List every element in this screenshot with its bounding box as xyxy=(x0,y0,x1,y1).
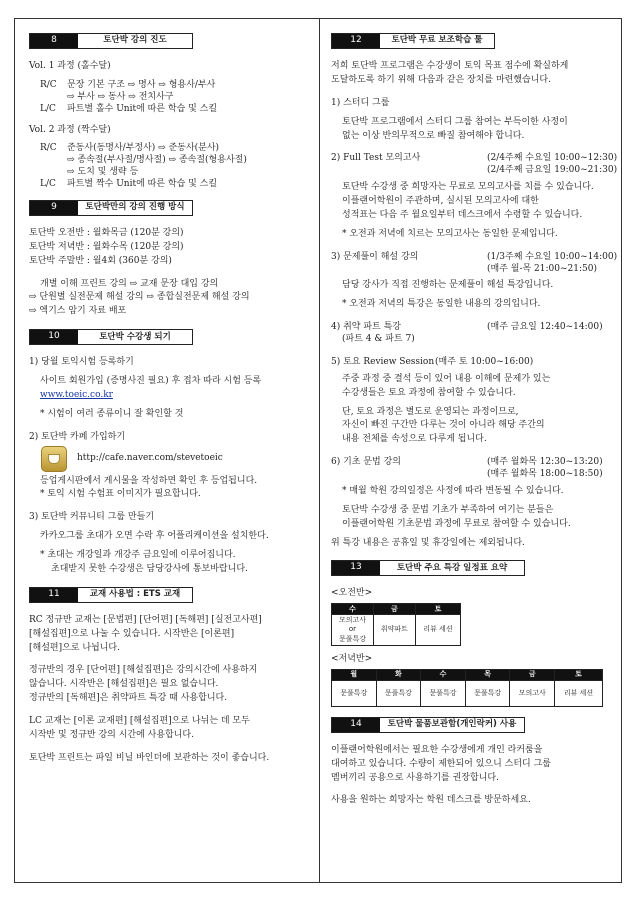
textbook-line: 시작반 및 정규반 강의 시간에 사용합니다. xyxy=(29,729,194,740)
morning-label: <오전반> xyxy=(331,588,373,599)
curriculum-line: 파트별 홀수 Unit에 따른 학습 및 스킬 xyxy=(67,103,218,114)
section-title: 토단박 무료 보조학습 툴 xyxy=(391,35,483,46)
tool-text: 단, 토요 과정은 별도로 운영되는 과정이므로, xyxy=(342,406,519,417)
step-note: 초대받지 못한 수강생은 담당강사에 통보바랍니다. xyxy=(51,563,248,574)
method-line: ⇨ 엑기스 암기 자료 배포 xyxy=(29,306,127,317)
tool-note: * 오전과 저녁에 치르는 모의고사는 동일한 문제입니다. xyxy=(342,228,558,239)
tool-time: (2/4주째 금요일 19:00~21:30) xyxy=(487,165,618,176)
schedule-cell: 문풀특강 xyxy=(421,680,466,706)
curriculum-line: 준동사(동명사/부정사) ⇨ 준동사(분사) xyxy=(67,143,220,154)
step-note: * 토익 시험 수험표 이미지가 필요합니다. xyxy=(40,489,201,500)
tool-time: (매주 월-목 21:00~21:50) xyxy=(487,263,597,274)
tool-time: (매주 토 10:00~16:00) xyxy=(435,356,534,367)
schedule-cell: 리뷰 세션 xyxy=(415,615,460,646)
step-text: 등업게시판에서 게시물을 작성하면 확인 후 등업됩니다. xyxy=(40,475,258,486)
section-header-13 xyxy=(331,560,525,576)
page-frame xyxy=(14,18,622,883)
tool-heading: 3) 문제풀이 해설 강의 xyxy=(331,251,419,262)
curriculum-line: ⇨ 종속절(부사절/명사절) ⇨ 종속절(형용사절) xyxy=(67,155,247,166)
section-title: 토단박 주요 특강 일정표 요약 xyxy=(396,562,508,573)
method-line: ⇨ 단원별 실전문제 해설 강의 ⇨ 종합실전문제 해설 강의 xyxy=(29,292,250,303)
section-title: 토단박 강의 진도 xyxy=(103,35,167,46)
tool-note: * 오전과 저녁의 특강은 동일한 내용의 강의입니다. xyxy=(342,299,541,310)
schedule-day-header: 목 xyxy=(465,669,510,680)
tool-text: 자신이 빠진 구간만 다루는 것이 아니라 해당 주간의 xyxy=(342,420,545,431)
schedule-cell: 문풀특강 xyxy=(332,680,377,706)
textbook-line: 않습니다. 시작반은 [해설집편]은 필요 없습니다. xyxy=(29,679,219,690)
left-column xyxy=(29,33,311,767)
tool-text: 담당 강사가 직접 진행하는 문제풀이 해설 특강입니다. xyxy=(342,280,554,291)
section-number: 8 xyxy=(30,34,78,48)
locker-line: 이플랜어학원에서는 필요한 수강생에게 개인 라커룸을 xyxy=(331,744,543,755)
locker-line: 대여하고 있습니다. 수량이 제한되어 있으니 스터디 그룹 xyxy=(331,758,551,769)
textbook-line: 정규반의 [독해편]은 취약파트 특강 때 사용합니다. xyxy=(29,693,228,704)
right-column xyxy=(331,33,618,809)
section-number: 9 xyxy=(30,201,78,215)
tool-text: 없는 이상 반의무적으로 빠질 참여해야 합니다. xyxy=(342,130,525,141)
step-text: 카카오그룹 초대가 오면 수락 후 어플리케이션을 설치한다. xyxy=(40,531,269,542)
section-header-12 xyxy=(331,33,495,49)
tool-text: 이플랜어학원이 주관하며, 실시된 모의고사에 대한 xyxy=(342,196,539,206)
toeic-link[interactable]: www.toeic.co.kr xyxy=(40,389,113,400)
step-note: * 시험이 여러 종류이니 잘 확인할 것 xyxy=(40,408,184,419)
section-number: 12 xyxy=(332,34,380,48)
schedule-cell: 문풀특강 xyxy=(465,680,510,706)
section-header-9 xyxy=(29,200,193,216)
schedule-cell: 모의고사 or 문풀특강 xyxy=(332,615,374,646)
schedule-day-header: 월 xyxy=(332,669,377,680)
section-title: 교재 사용법 : ETS 교재 xyxy=(89,589,181,600)
tool-time: (매주 월화목 12:30~13:20) xyxy=(487,457,603,468)
tool-text: 토단박 프로그램에서 스터디 그룹 참여는 부득이한 사정이 xyxy=(342,116,568,127)
section-header-14 xyxy=(331,717,525,733)
tool-text: 내용 전체를 속성으로 다루게 됩니다. xyxy=(342,434,487,445)
evening-label: <저녁반> xyxy=(331,653,373,664)
textbook-line: RC 정규반 교재는 [문법편] [단어편] [독해편] [실전고사편] xyxy=(29,614,262,625)
section-header-11 xyxy=(29,587,193,603)
schedule-line: 토단박 저녁반 : 월화수목 (120분 강의) xyxy=(29,241,184,252)
tool-text: 토단박 수강생 중 문법 기초가 부족하여 여기는 분들은 xyxy=(342,504,554,515)
intro-line: 저희 토단박 프로그램은 수강생이 토익 목표 점수에 확실하게 xyxy=(331,61,569,71)
tool-text: 이플랜어학원 기초문법 과정에 무료로 참여할 수 있습니다. xyxy=(342,518,571,529)
section-number: 13 xyxy=(332,561,380,575)
schedule-day-header: 토 xyxy=(415,604,460,615)
tool-text: 주중 과정 중 결석 등이 있어 내용 이해에 문제가 있는 xyxy=(342,373,551,384)
schedule-day-header: 금 xyxy=(510,669,555,680)
tool-time: (매주 금요일 12:40~14:00) xyxy=(487,322,603,333)
schedule-day-header: 토 xyxy=(555,669,603,680)
section-number: 14 xyxy=(332,718,380,732)
schedule-cell: 취약파트 xyxy=(373,615,415,646)
schedule-day-header: 금 xyxy=(373,604,415,615)
column-divider xyxy=(319,19,320,882)
evening-schedule-table xyxy=(331,669,603,707)
section-header-8 xyxy=(29,33,193,49)
tool-time: (1/3주째 수요일 10:00~14:00) xyxy=(487,251,618,262)
textbook-line: 토단박 프린트는 파일 비닐 바인더에 보관하는 것이 좋습니다. xyxy=(29,752,270,763)
schedule-cell: 문풀특강 xyxy=(376,680,421,706)
step-heading: 3) 토단박 커뮤니티 그룹 만들기 xyxy=(29,512,155,523)
section-title: 토단박 수강생 되기 xyxy=(99,331,171,342)
rc-label: R/C xyxy=(40,143,57,154)
method-line: 개별 이해 프린트 강의 ⇨ 교재 문장 대입 강의 xyxy=(40,278,219,289)
curriculum-line: 문장 기본 구조 ⇨ 명사 ⇨ 형용사/부사 xyxy=(67,79,216,90)
tool-text: (파트 4 & 파트 7) xyxy=(342,334,415,344)
tool-heading: 6) 기초 문법 강의 xyxy=(331,457,401,468)
textbook-line: [해설편]으로 나뉩니다. xyxy=(29,642,120,653)
intro-line: 도달하도록 하기 위해 다음과 같은 장치를 마련했습니다. xyxy=(331,74,551,85)
tool-note: * 매월 학원 강의일정은 사정에 따라 변동될 수 있습니다. xyxy=(342,485,564,496)
tool-heading: 4) 취약 파트 특강 xyxy=(331,322,401,333)
schedule-cell: 모의고사 xyxy=(510,680,555,706)
curriculum-line: ⇨ 부사 ⇨ 동사 ⇨ 전치사구 xyxy=(67,91,174,102)
locker-line: 사용을 원하는 희망자는 학원 데스크를 방문하세요. xyxy=(331,795,531,806)
step-note: * 초대는 개강일과 개강주 금요일에 이루어집니다. xyxy=(40,550,236,560)
tool-text: 토단박 수강생 중 희망자는 무료로 모의고사를 치를 수 있습니다. xyxy=(342,182,594,193)
tool-time: (2/4주째 수요일 10:00~12:30) xyxy=(487,153,618,164)
schedule-line: 토단박 주말반 : 월4회 (360분 강의) xyxy=(29,255,172,266)
section-header-10 xyxy=(29,329,193,345)
cafe-url[interactable]: http://cafe.naver.com/stevetoeic xyxy=(77,452,223,463)
lc-label: L/C xyxy=(40,179,56,189)
tool-text: 성적표는 다음 주 월요일부터 데스크에서 수령할 수 있습니다. xyxy=(342,209,583,220)
step-heading: 2) 토단박 카페 가입하기 xyxy=(29,431,126,442)
exception-note: 위 특강 내용은 공휴일 및 휴강일에는 제외됩니다. xyxy=(331,537,525,548)
schedule-cell: 리뷰 세션 xyxy=(555,680,603,706)
schedule-day-header: 화 xyxy=(376,669,421,680)
vol1-heading: Vol. 1 과정 (홀수달) xyxy=(29,61,111,71)
schedule-line: 토단박 오전반 : 월화목금 (120분 강의) xyxy=(29,227,184,238)
schedule-day-header: 수 xyxy=(421,669,466,680)
textbook-line: 정규반의 경우 [단어편] [해설집편]은 강의시간에 사용하지 xyxy=(29,665,258,676)
step-heading: 1) 당월 토익시험 등록하기 xyxy=(29,357,134,368)
tool-heading: 1) 스터디 그룹 xyxy=(331,97,390,108)
tool-text: 수강생들은 토요 과정에 참여할 수 있습니다. xyxy=(342,387,516,398)
curriculum-line: ⇨ 도치 및 생략 등 xyxy=(67,167,139,178)
section-number: 10 xyxy=(30,330,78,344)
vol2-heading: Vol. 2 과정 (짝수달) xyxy=(29,124,111,135)
tool-heading: 5) 토요 Review Session xyxy=(331,356,435,367)
textbook-line: [해설집편]으로 나눌 수 있습니다. 시작반은 [이론편] xyxy=(29,628,235,639)
lc-label: L/C xyxy=(40,103,56,114)
curriculum-line: 파트별 짝수 Unit에 따른 학습 및 스킬 xyxy=(67,179,218,189)
schedule-day-header: 수 xyxy=(332,604,374,615)
section-title: 토단박만의 강의 진행 방식 xyxy=(85,202,185,213)
step-text: 사이트 회원가입 (증명사진 필요) 후 접차 따라 시험 등록 xyxy=(40,376,262,386)
textbook-line: LC 교재는 [이론 교재편] [해설집편]으로 나뉘는 데 모두 xyxy=(29,716,250,726)
section-title: 토단박 물품보관함(개인락커) 사용 xyxy=(387,719,517,730)
locker-line: 멤버끼리 공용으로 사용하기를 권장합니다. xyxy=(331,772,499,783)
rc-label: R/C xyxy=(40,79,57,90)
section-number: 11 xyxy=(30,588,78,602)
tool-time: (매주 월화목 18:00~18:50) xyxy=(487,469,603,479)
cafe-icon[interactable] xyxy=(41,446,67,472)
morning-schedule-table xyxy=(331,603,461,646)
tool-heading: 2) Full Test 모의고사 xyxy=(331,153,421,164)
